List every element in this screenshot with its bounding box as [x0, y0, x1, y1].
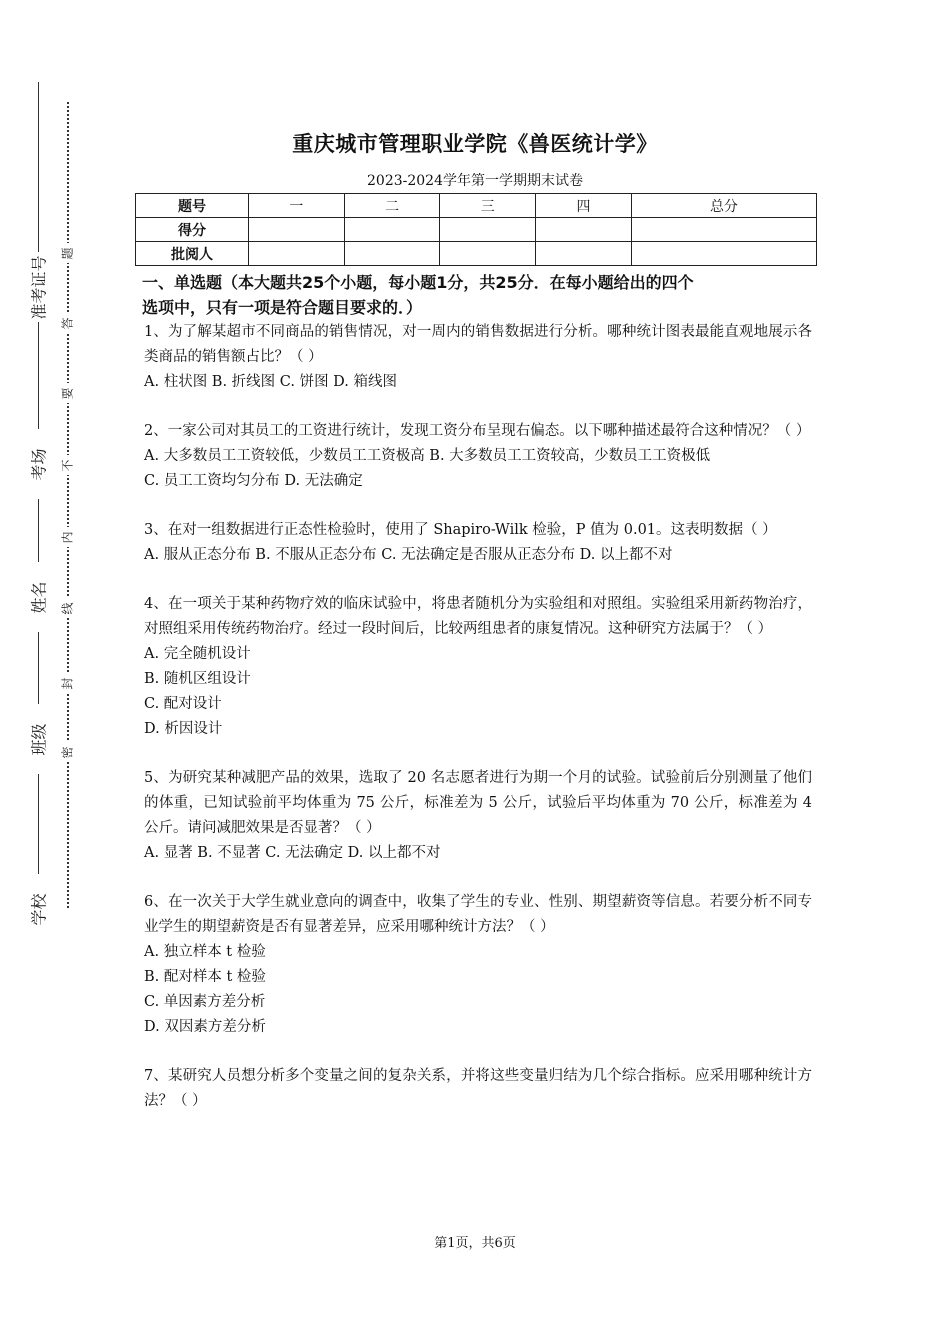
question-text: 1、为了解某超市不同商品的销售情况，对一周内的销售数据进行分析。哪种统计图表最能直观地展示各类商品的销售额占比？（ ） [144, 324, 812, 365]
question-text: 3、在对一组数据进行正态性检验时，使用了 Shapiro-Wilk 检验，P 值为 0.01。这表明数据（ ） [144, 522, 777, 538]
question-2 [144, 419, 812, 494]
question-option: B. 随机区组设计 [144, 671, 251, 687]
question-options: A. 柱状图 B. 折线图 C. 饼图 D. 箱线图 [144, 374, 398, 390]
seal-char: 内 [57, 527, 77, 547]
question-5 [144, 766, 812, 866]
question-options: C. 员工工资均匀分布 D. 无法确定 [144, 473, 363, 489]
seal-char: 封 [57, 673, 77, 693]
reviewer-cell[interactable] [631, 242, 816, 266]
exam-title: 重庆城市管理职业学院《兽医统计学》 [292, 132, 658, 156]
exam-subtitle: 2023-2024学年第一学期期末试卷 [367, 173, 583, 189]
question-text: 4、在一项关于某种药物疗效的临床试验中，将患者随机分为实验组和对照组。实验组采用新药物治疗，对照组采用传统药物治疗。经过一段时间后，比较两组患者的康复情况。这种研究方法属于？（ ） [144, 596, 812, 637]
section-heading-line: 一、单选题（本大题共25个小题，每小题1分，共25分．在每小题给出的四个 [142, 273, 694, 292]
question-option: D. 双因素方差分析 [144, 1019, 266, 1035]
seal-char: 不 [57, 455, 77, 475]
score-table [135, 193, 817, 266]
binding-solid-line [38, 82, 39, 922]
section-heading-line: 选项中，只有一项是符合题目要求的．） [142, 298, 423, 317]
question-option: C. 配对设计 [144, 696, 222, 712]
score-col-header: 一 [249, 194, 345, 218]
score-row-label: 得分 [136, 218, 249, 242]
reviewer-row-label: 批阅人 [136, 242, 249, 266]
question-option: B. 配对样本 t 检验 [144, 969, 266, 985]
seal-char: 要 [57, 383, 77, 403]
question-text: 7、某研究人员想分析多个变量之间的复杂关系，并将这些变量归结为几个综合指标。应采用哪种统计方法？（ ） [144, 1068, 812, 1109]
question-option: D. 析因设计 [144, 721, 223, 737]
reviewer-cell[interactable] [344, 242, 440, 266]
score-col-header: 二 [344, 194, 440, 218]
seal-char: 答 [57, 313, 77, 333]
score-col-header: 总分 [631, 194, 816, 218]
score-cell[interactable] [536, 218, 632, 242]
score-cell[interactable] [249, 218, 345, 242]
score-table-header-row [136, 194, 817, 218]
class-label: 班级 [18, 704, 58, 774]
section-heading [142, 270, 812, 320]
score-cell[interactable] [631, 218, 816, 242]
exam-id-label: 准考证号 [18, 252, 58, 322]
score-cell[interactable] [440, 218, 536, 242]
question-text: 5、为研究某种减肥产品的效果，选取了 20 名志愿者进行为期一个月的试验。试验前后分别测量了他们的体重，已知试验前平均体重为 75 公斤，标准差为 5 公斤，试验后平均体重为 70 公斤，标准差为 4 公斤。请问减肥效果是否显著？（ ） [144, 770, 812, 836]
seal-char: 密 [57, 742, 77, 762]
seal-char: 题 [57, 243, 77, 263]
seal-char: 线 [57, 598, 77, 618]
question-options: A. 大多数员工工资较低，少数员工工资极高 B. 大多数员工工资较高，少数员工工资极低 [144, 448, 711, 464]
question-options: A. 服从正态分布 B. 不服从正态分布 C. 无法确定是否服从正态分布 D. 以上都不对 [144, 547, 673, 563]
question-text: 2、一家公司对其员工的工资进行统计，发现工资分布呈现右偏态。以下哪种描述最符合这种情况？（ ） [144, 423, 811, 439]
score-col-header: 题号 [136, 194, 249, 218]
score-cell[interactable] [344, 218, 440, 242]
binding-margin [0, 0, 100, 1344]
question-3 [144, 518, 812, 568]
school-label: 学校 [18, 874, 58, 944]
question-4 [144, 592, 812, 742]
question-6 [144, 890, 812, 1040]
score-row [136, 218, 817, 242]
score-col-header: 三 [440, 194, 536, 218]
score-col-header: 四 [536, 194, 632, 218]
question-content [144, 270, 812, 1114]
seal-dotted-line [67, 102, 69, 908]
question-option: C. 单因素方差分析 [144, 994, 266, 1010]
page-footer: 第1页，共6页 [434, 1236, 516, 1251]
question-7 [144, 1064, 812, 1114]
question-option: A. 完全随机设计 [144, 646, 251, 662]
reviewer-cell[interactable] [536, 242, 632, 266]
reviewer-row [136, 242, 817, 266]
question-text: 6、在一次关于大学生就业意向的调查中，收集了学生的专业、性别、期望薪资等信息。若要分析不同专业学生的期望薪资是否有显著差异，应采用哪种统计方法？（ ） [144, 894, 812, 935]
question-options: A. 显著 B. 不显著 C. 无法确定 D. 以上都不对 [144, 845, 441, 861]
question-option: A. 独立样本 t 检验 [144, 944, 266, 960]
question-1 [144, 320, 812, 395]
exam-room-label: 考场 [18, 429, 58, 499]
name-label: 姓名 [18, 562, 58, 632]
reviewer-cell[interactable] [249, 242, 345, 266]
reviewer-cell[interactable] [440, 242, 536, 266]
